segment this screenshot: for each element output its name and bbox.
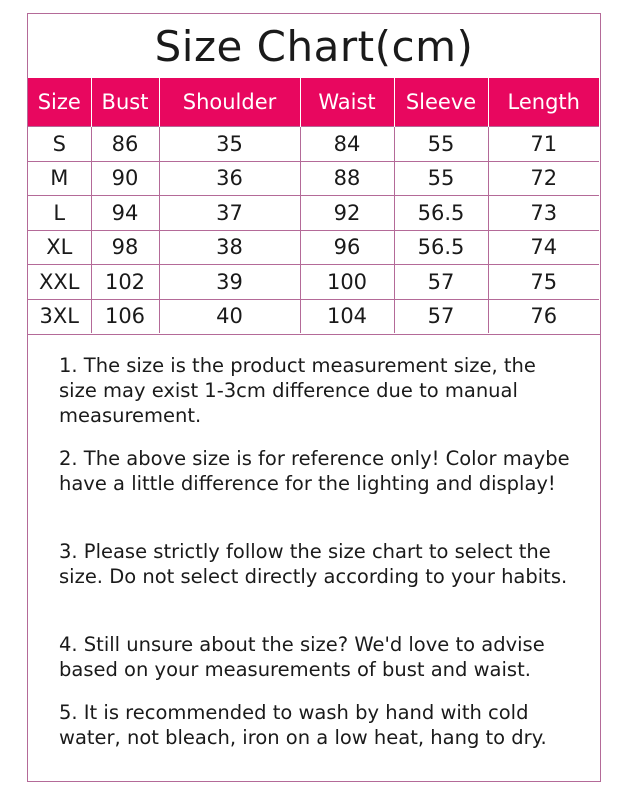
page-title: Size Chart(cm) bbox=[154, 21, 474, 71]
column-header-size: Size bbox=[28, 78, 91, 127]
size-chart-frame bbox=[27, 13, 601, 782]
cell-length: 73 bbox=[488, 196, 599, 231]
note-washing: 5. It is recommended to wash by hand with cold water, not bleach, iron on a low heat, hang to dry. bbox=[59, 701, 547, 749]
table-row bbox=[28, 196, 599, 231]
cell-bust: 102 bbox=[91, 265, 159, 300]
cell-size: 3XL bbox=[28, 299, 91, 333]
cell-shoulder: 40 bbox=[159, 299, 300, 333]
cell-waist: 96 bbox=[300, 230, 394, 265]
table-row bbox=[28, 127, 599, 162]
cell-length: 76 bbox=[488, 299, 599, 333]
cell-bust: 106 bbox=[91, 299, 159, 333]
cell-shoulder: 36 bbox=[159, 161, 300, 196]
cell-bust: 86 bbox=[91, 127, 159, 162]
cell-size: S bbox=[28, 127, 91, 162]
note-measurement: 1. The size is the product measurement size, the size may exist 1-3cm difference due to manual measurement. bbox=[59, 354, 536, 427]
cell-shoulder: 37 bbox=[159, 196, 300, 231]
column-header-length: Length bbox=[488, 78, 599, 127]
table-row bbox=[28, 230, 599, 265]
cell-shoulder: 35 bbox=[159, 127, 300, 162]
cell-sleeve: 57 bbox=[394, 299, 488, 333]
column-header-shoulder: Shoulder bbox=[159, 78, 300, 127]
cell-length: 75 bbox=[488, 265, 599, 300]
cell-size: M bbox=[28, 161, 91, 196]
table-header-row bbox=[28, 78, 599, 127]
cell-size: L bbox=[28, 196, 91, 231]
column-header-waist: Waist bbox=[300, 78, 394, 127]
cell-size: XL bbox=[28, 230, 91, 265]
cell-bust: 94 bbox=[91, 196, 159, 231]
cell-shoulder: 39 bbox=[159, 265, 300, 300]
column-header-sleeve: Sleeve bbox=[394, 78, 488, 127]
cell-waist: 84 bbox=[300, 127, 394, 162]
cell-sleeve: 56.5 bbox=[394, 230, 488, 265]
cell-waist: 100 bbox=[300, 265, 394, 300]
cell-length: 74 bbox=[488, 230, 599, 265]
size-table bbox=[28, 78, 599, 333]
note-advise: 4. Still unsure about the size? We'd love to advise based on your measurements of bust and waist. bbox=[59, 633, 545, 681]
cell-sleeve: 55 bbox=[394, 161, 488, 196]
cell-sleeve: 56.5 bbox=[394, 196, 488, 231]
cell-shoulder: 38 bbox=[159, 230, 300, 265]
notes-section bbox=[28, 334, 600, 781]
table-row bbox=[28, 265, 599, 300]
note-follow-chart: 3. Please strictly follow the size chart to select the size. Do not select directly according to your habits. bbox=[59, 540, 568, 588]
cell-length: 72 bbox=[488, 161, 599, 196]
cell-waist: 104 bbox=[300, 299, 394, 333]
cell-sleeve: 57 bbox=[394, 265, 488, 300]
cell-bust: 90 bbox=[91, 161, 159, 196]
table-row bbox=[28, 299, 599, 333]
cell-bust: 98 bbox=[91, 230, 159, 265]
note-reference-only: 2. The above size is for reference only! Color maybe have a little difference for the lighting and display! bbox=[59, 447, 570, 495]
cell-length: 71 bbox=[488, 127, 599, 162]
table-row bbox=[28, 161, 599, 196]
cell-size: XXL bbox=[28, 265, 91, 300]
cell-sleeve: 55 bbox=[394, 127, 488, 162]
cell-waist: 92 bbox=[300, 196, 394, 231]
cell-waist: 88 bbox=[300, 161, 394, 196]
column-header-bust: Bust bbox=[91, 78, 159, 127]
